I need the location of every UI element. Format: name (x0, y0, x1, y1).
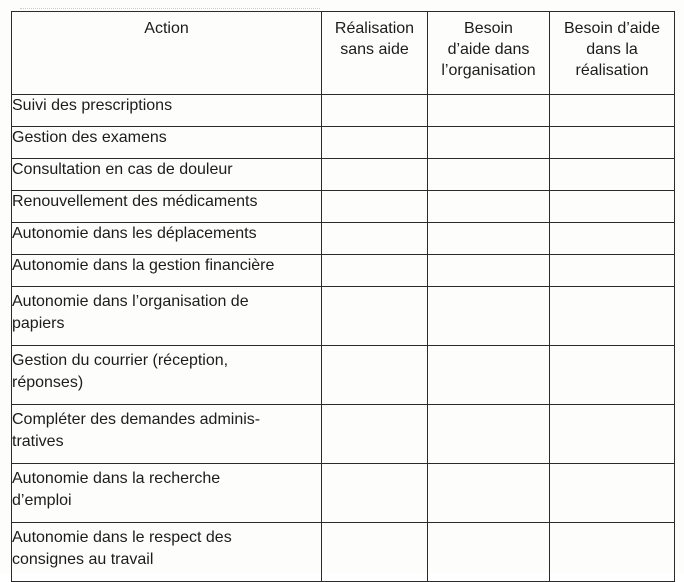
cell-besoin-aide-realisation[interactable] (550, 464, 675, 523)
cell-besoin-aide-organisation[interactable] (428, 223, 550, 255)
table-row (12, 405, 675, 464)
cell-realisation-sans-aide[interactable] (322, 223, 428, 255)
cell-besoin-aide-organisation[interactable] (428, 346, 550, 405)
table-row (12, 127, 675, 159)
table-row (12, 346, 675, 405)
table-row (12, 287, 675, 346)
cell-besoin-aide-realisation[interactable] (550, 191, 675, 223)
cell-besoin-aide-realisation[interactable] (550, 346, 675, 405)
table-row (12, 191, 675, 223)
header-besoin-aide-organisation: Besoin d’aide dans l’organisation (428, 12, 550, 95)
header-realisation-sans-aide: Réalisation sans aide (322, 12, 428, 95)
cell-realisation-sans-aide[interactable] (322, 405, 428, 464)
table-row (12, 95, 675, 127)
cell-realisation-sans-aide[interactable] (322, 255, 428, 287)
cell-besoin-aide-realisation[interactable] (550, 255, 675, 287)
cell-besoin-aide-realisation[interactable] (550, 405, 675, 464)
row-label: Suivi des prescriptions (12, 95, 322, 127)
cell-realisation-sans-aide[interactable] (322, 95, 428, 127)
cell-besoin-aide-organisation[interactable] (428, 159, 550, 191)
table-row (12, 464, 675, 523)
cell-besoin-aide-organisation[interactable] (428, 127, 550, 159)
cell-besoin-aide-realisation[interactable] (550, 287, 675, 346)
table-row (12, 159, 675, 191)
cell-besoin-aide-organisation[interactable] (428, 95, 550, 127)
cell-besoin-aide-organisation[interactable] (428, 405, 550, 464)
row-label: Autonomie dans le respect des consignes au travail (12, 523, 322, 582)
header-action: Action (12, 12, 322, 95)
row-label: Autonomie dans les déplacements (12, 223, 322, 255)
cell-besoin-aide-realisation[interactable] (550, 95, 675, 127)
row-label: Autonomie dans la gestion financière (12, 255, 322, 287)
assessment-table (11, 11, 675, 582)
row-label: Consultation en cas de douleur (12, 159, 322, 191)
cell-besoin-aide-organisation[interactable] (428, 255, 550, 287)
cell-realisation-sans-aide[interactable] (322, 287, 428, 346)
cell-besoin-aide-organisation[interactable] (428, 287, 550, 346)
cell-realisation-sans-aide[interactable] (322, 159, 428, 191)
row-label: Autonomie dans la recherche d’emploi (12, 464, 322, 523)
cell-besoin-aide-realisation[interactable] (550, 159, 675, 191)
cell-besoin-aide-organisation[interactable] (428, 191, 550, 223)
cell-besoin-aide-realisation[interactable] (550, 127, 675, 159)
row-label: Compléter des demandes adminis- tratives (12, 405, 322, 464)
row-label: Autonomie dans l’organisation de papiers (12, 287, 322, 346)
row-label: Gestion du courrier (réception, réponses) (12, 346, 322, 405)
table-row (12, 223, 675, 255)
header-row (12, 12, 675, 95)
cell-besoin-aide-realisation[interactable] (550, 223, 675, 255)
header-besoin-aide-realisation: Besoin d’aide dans la réalisation (550, 12, 675, 95)
cell-besoin-aide-organisation[interactable] (428, 464, 550, 523)
table-row (12, 255, 675, 287)
row-label: Renouvellement des médicaments (12, 191, 322, 223)
row-label: Gestion des examens (12, 127, 322, 159)
cell-realisation-sans-aide[interactable] (322, 464, 428, 523)
cell-realisation-sans-aide[interactable] (322, 191, 428, 223)
cell-realisation-sans-aide[interactable] (322, 346, 428, 405)
cell-realisation-sans-aide[interactable] (322, 127, 428, 159)
